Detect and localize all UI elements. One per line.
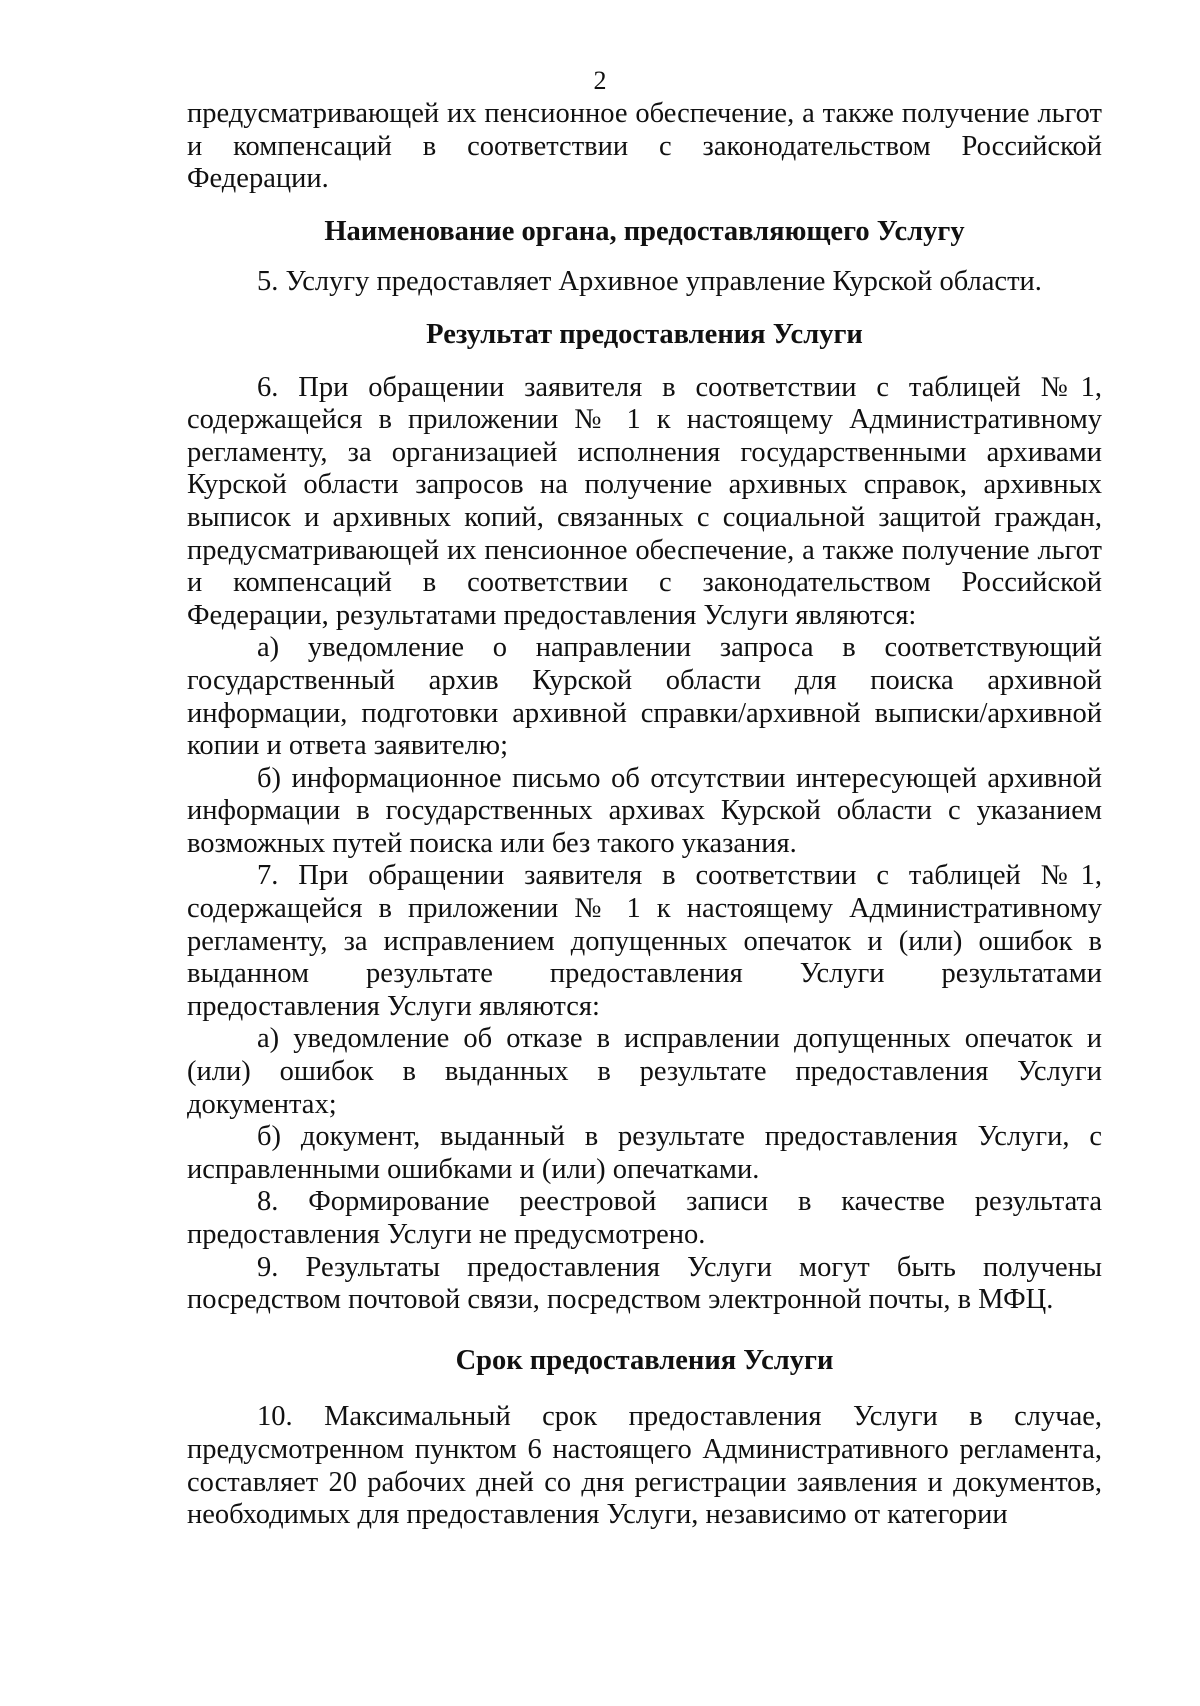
paragraph-7-a: а) уведомление об отказе в исправлении допущенных опечаток и (или) ошибок в выданных в результате предоставления Услуги документах; xyxy=(187,1023,1102,1120)
paragraph-6: 6. При обращении заявителя в соответствии с таблицей №1, содержащейся в приложении № 1 к настоящему Административному регламенту, за организацией исполнения государственными архивами Курской области запросов на получение архивных справок, архивных выписок и архивных копий, связанных с социальной защитой граждан, предусматривающей их пенсионное обеспечение, а также получение льгот и компенсаций в соответствии с законодательством Российской Федерации, результатами предоставления Услуги являются: xyxy=(187,371,1102,631)
paragraph-7-b: б) документ, выданный в результате предоставления Услуги, с исправленными ошибками и (или) опечатками. xyxy=(187,1121,1102,1185)
paragraph-5: 5. Услугу предоставляет Архивное управление Курской области. xyxy=(257,266,1042,298)
paragraph-6-a: а) уведомление о направлении запроса в соответствующий государственный архив Курской области для поиска архивной информации, подготовки архивной справки/архивной выписки/архивной копии и ответа заявителю; xyxy=(187,632,1102,762)
paragraph-10: 10. Максимальный срок предоставления Услуги в случае, предусмотренном пунктом 6 настоящего Административного регламента, составляет 20 рабочих дней со дня регистрации заявления и документов, необходимых для предоставления Услуги, независимо от категории xyxy=(187,1401,1102,1531)
document-body xyxy=(187,98,1102,1532)
paragraph-continuation: предусматривающей их пенсионное обеспечение, а также получение льгот и компенсаций в соответствии с законодательством Российской Федерации. xyxy=(187,98,1102,195)
paragraph-7: 7. При обращении заявителя в соответствии с таблицей №1, содержащейся в приложении № 1 к настоящему Административному регламенту, за исправлением допущенных опечаток и (или) ошибок в выданном результате предоставления Услуги результатами предоставления Услуги являются: xyxy=(187,860,1102,1022)
paragraph-9: 9. Результаты предоставления Услуги могут быть получены посредством почтовой связи, посредством электронной почты, в МФЦ. xyxy=(187,1251,1102,1316)
section-heading-authority: Наименование органа, предоставляющего Услугу xyxy=(324,215,965,247)
paragraph-6-b: б) информационное письмо об отсутствии интересующей архивной информации в государственных архивах Курской области с указанием возможных путей поиска или без такого указания. xyxy=(187,762,1102,859)
paragraph-8: 8. Формирование реестровой записи в качестве результата предоставления Услуги не предусмотрено. xyxy=(187,1186,1102,1250)
page-number: 2 xyxy=(593,66,607,95)
section-heading-result: Результат предоставления Услуги xyxy=(426,318,863,350)
section-heading-term: Срок предоставления Услуги xyxy=(455,1344,834,1376)
